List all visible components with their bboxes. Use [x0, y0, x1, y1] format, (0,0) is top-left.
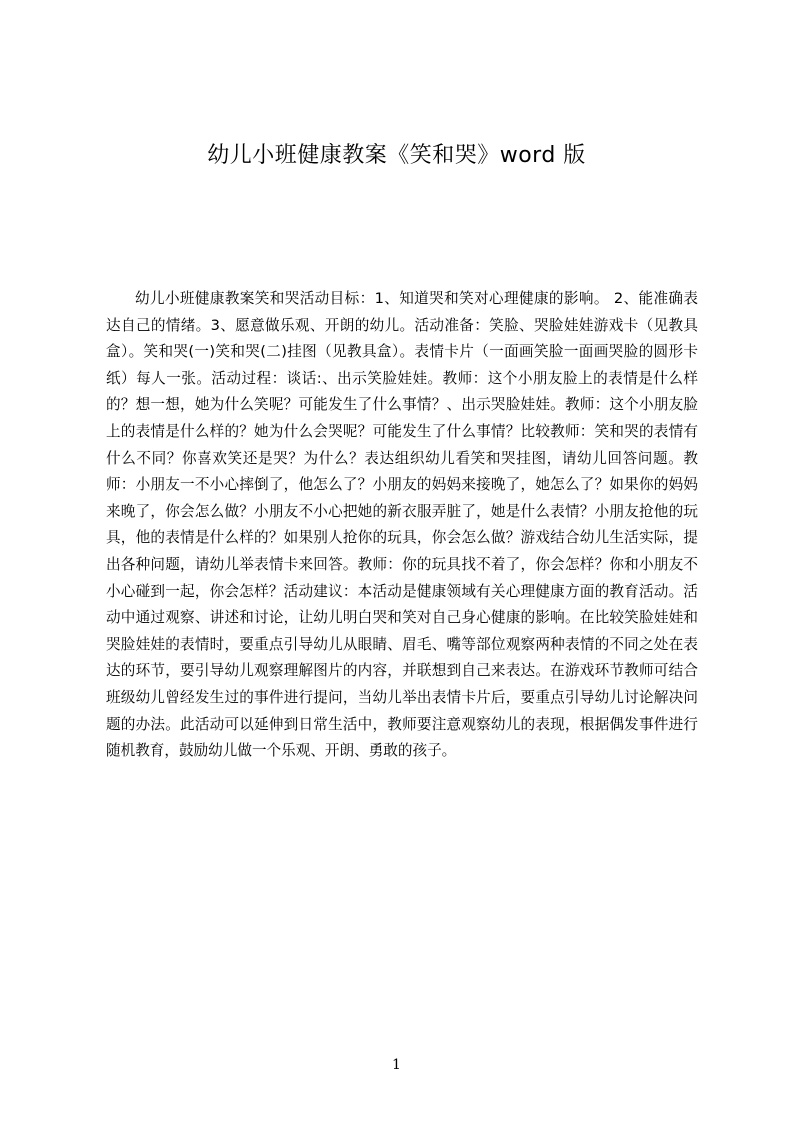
- document-title: 幼儿小班健康教案《笑和哭》word 版: [207, 143, 586, 168]
- page-number: 1: [392, 1057, 401, 1073]
- document-body-paragraph: 幼儿小班健康教案笑和哭活动目标：1、知道哭和笑对心理健康的影响。 2、能准确表达自己的情绪。3、愿意做乐观、开朗的幼儿。活动准备：笑脸、哭脸娃娃游戏卡（见教具盒）。笑和哭(一)笑和哭(二)挂图（见教具盒）。表情卡片（一面画笑脸一面画哭脸的圆形卡纸）每人一张。活动过程：谈话:、出示笑脸娃娃。教师：这个小朋友脸上的表情是什么样的？想一想，她为什么笑呢？可能发生了什么事情？、出示哭脸娃娃。教师：这个小朋友脸上的表情是什么样的？她为什么会哭呢？可能发生了什么事情？比较教师：笑和哭的表情有什么不同？你喜欢笑还是哭？为什么？表达组织幼儿看笑和哭挂图，请幼儿回答问题。教师：小朋友一不小心摔倒了，他怎么了？小朋友的妈妈来接晚了，她怎么了？如果你的妈妈来晚了，你会怎么做？小朋友不小心把她的新衣服弄脏了，她是什么表情？小朋友抢他的玩具，他的表情是什么样的？如果别人抢你的玩具，你会怎么做？游戏结合幼儿生活实际，提出各种问题，请幼儿举表情卡来回答。教师：你的玩具找不着了，你会怎样？你和小朋友不小心碰到一起，你会怎样？活动建议：本活动是健康领域有关心理健康方面的教育活动。活动中通过观察、讲述和讨论，让幼儿明白哭和笑对自己身心健康的影响。在比较笑脸娃娃和哭脸娃娃的表情时，要重点引导幼儿从眼睛、眉毛、嘴等部位观察两种表情的不同之处在表达的环节，要引导幼儿观察理解图片的内容，并联想到自己来表达。在游戏环节教师可结合班级幼儿曾经发生过的事件进行提问，当幼儿举出表情卡片后，要重点引导幼儿讨论解决问题的办法。此活动可以延伸到日常生活中，教师要注意观察幼儿的表现，根据偶发事件进行随机教育，鼓励幼儿做一个乐观、开朗、勇敢的孩子。: [106, 290, 698, 760]
